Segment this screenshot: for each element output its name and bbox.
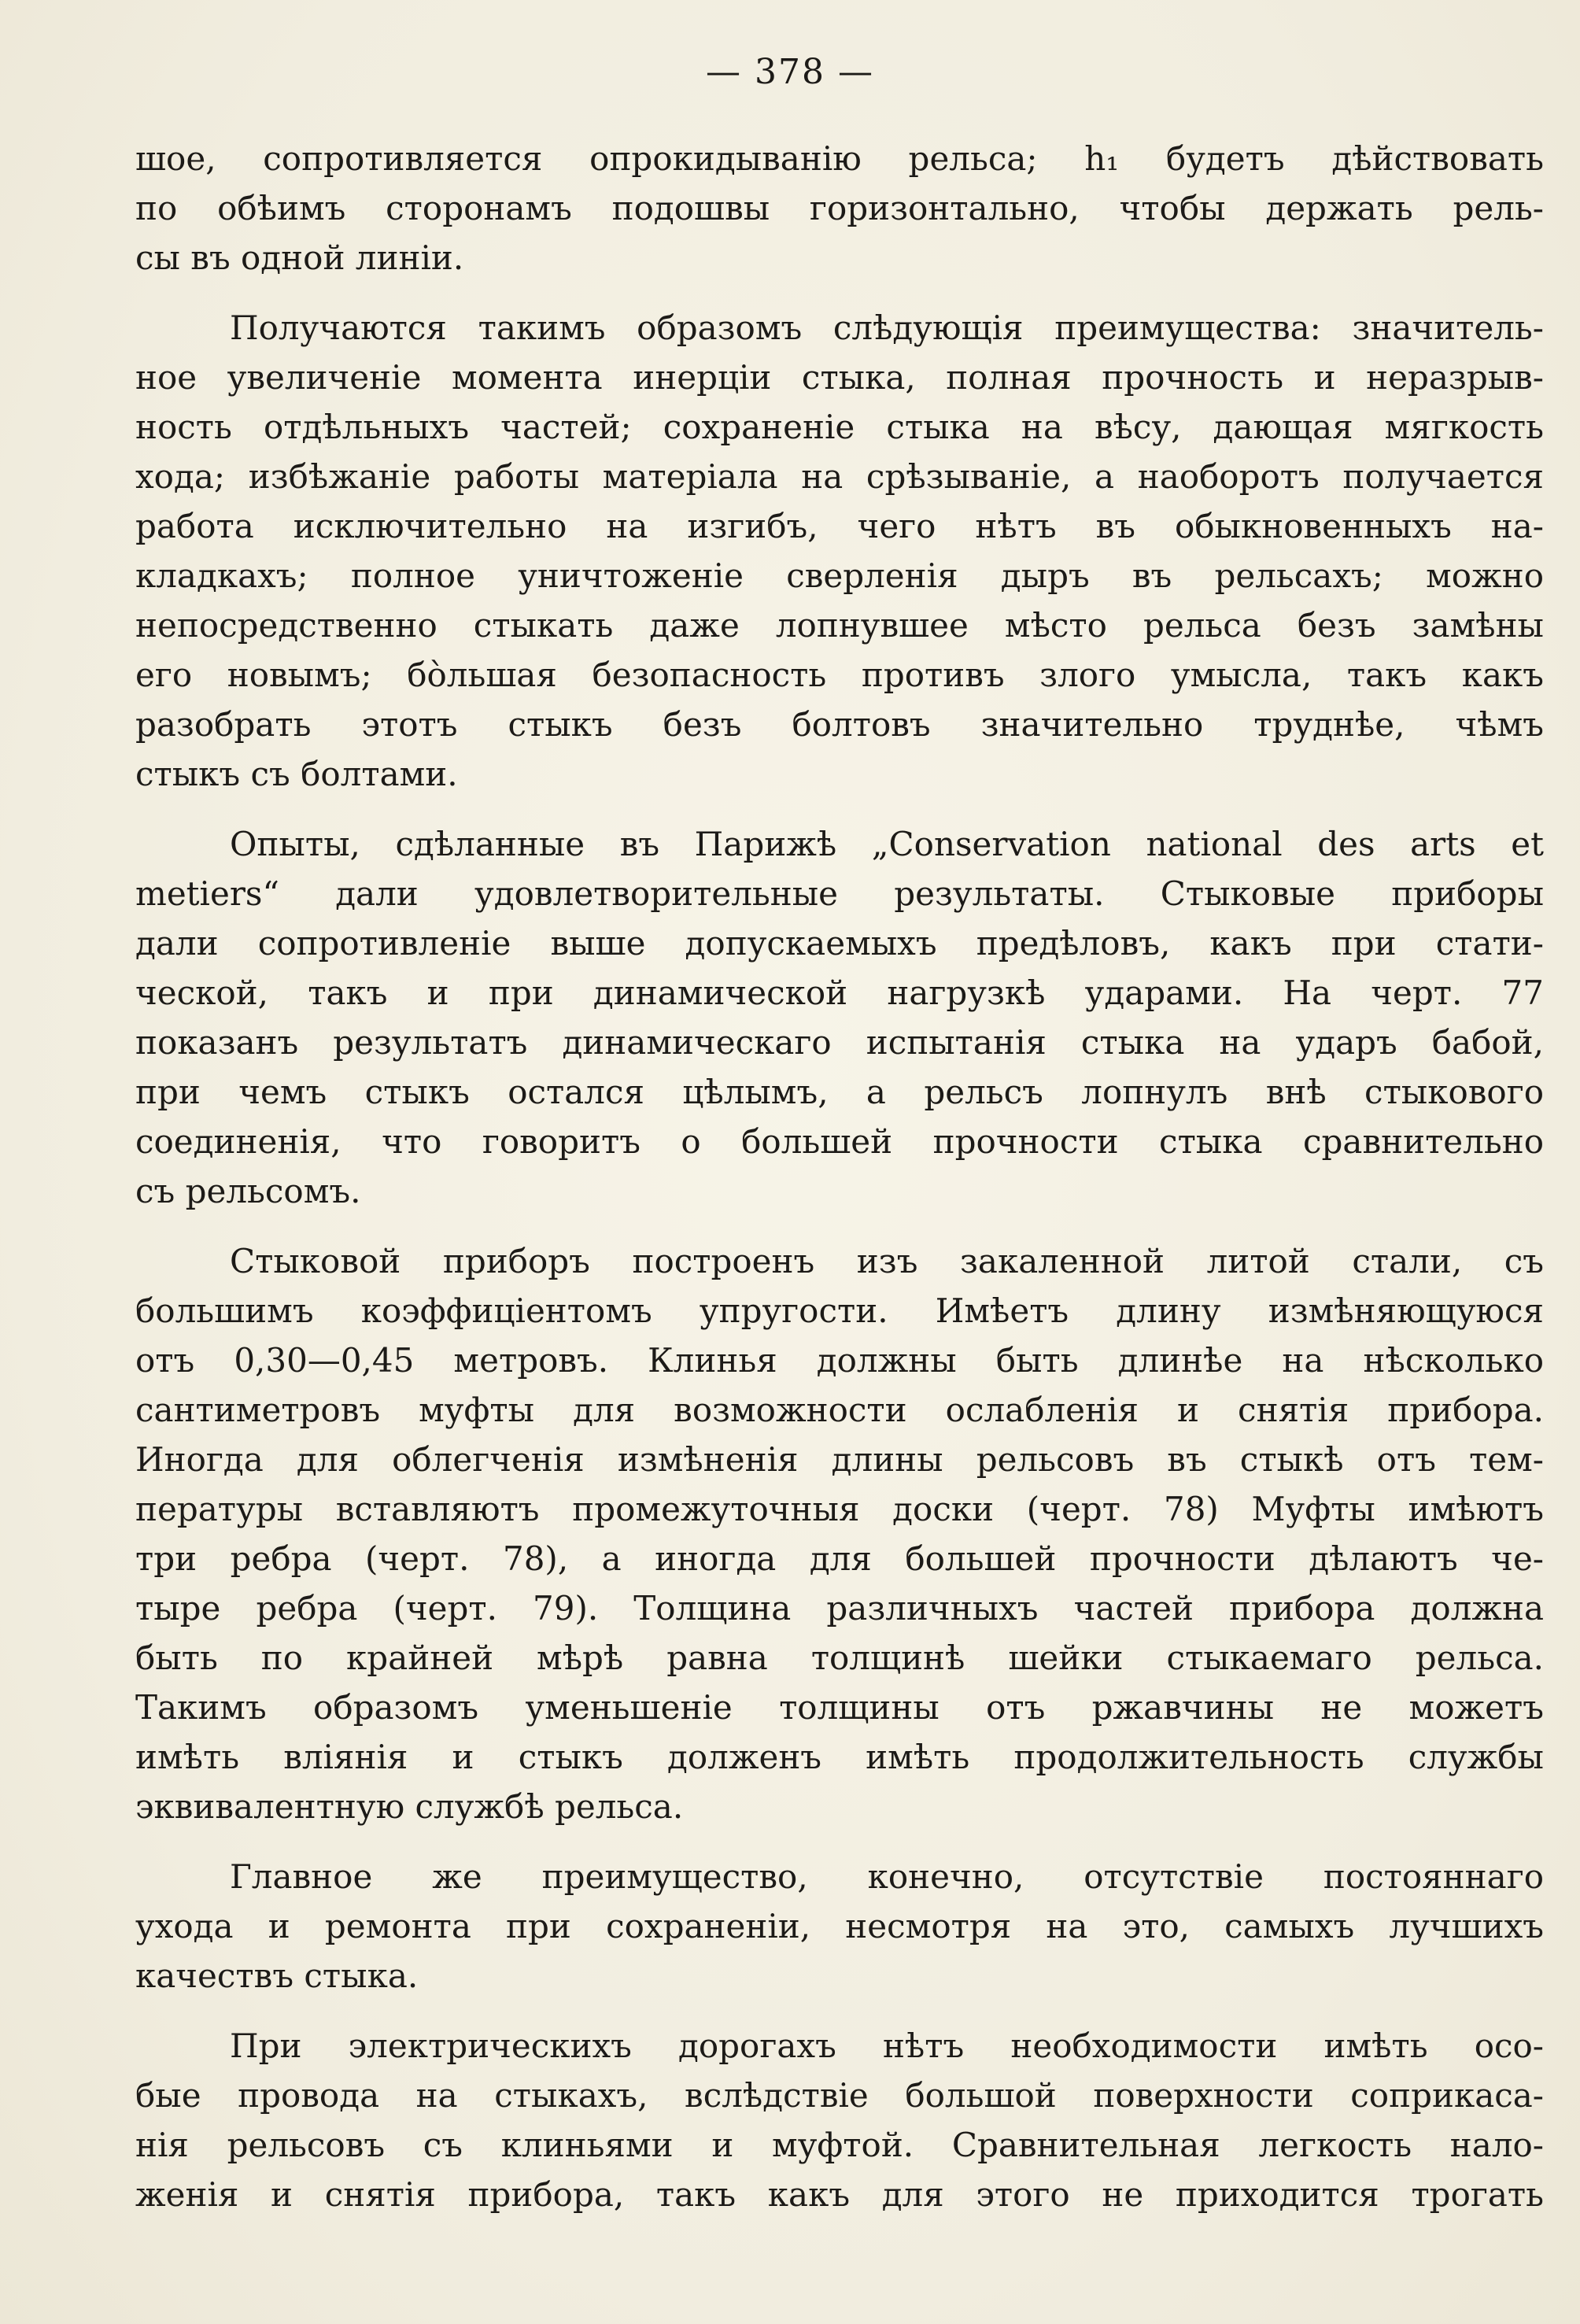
paragraph — [135, 1236, 1544, 1831]
text-line: по обѣимъ сторонамъ подошвы горизонтально, чтобы держать рель- — [135, 189, 1544, 227]
text-line: нія рельсовъ съ клиньями и муфтой. Сравнительная легкость нало- — [135, 2126, 1544, 2164]
text-line: хода; избѣжаніе работы матеріала на срѣзываніе, а наоборотъ получается — [135, 457, 1544, 496]
text-line: работа исключительно на изгибъ, чего нѣтъ въ обыкновенныхъ на- — [135, 507, 1544, 545]
text-line: Главное же преимущество, конечно, отсутствіе постояннаго — [230, 1857, 1544, 1896]
text-line: бые провода на стыкахъ, вслѣдствіе большой поверхности соприкаса- — [135, 2076, 1544, 2115]
text-line: ное увеличеніе момента инерціи стыка, полная прочность и неразрыв- — [135, 358, 1544, 397]
text-line: имѣть вліянія и стыкъ долженъ имѣть продолжительность службы — [135, 1738, 1544, 1776]
text-line: сы въ одной линіи. — [135, 238, 464, 277]
text-line: ухода и ремонта при сохраненіи, несмотря на это, самыхъ лучшихъ — [135, 1907, 1544, 1945]
text-line: ческой, такъ и при динамической нагрузкѣ ударами. На черт. 77 — [135, 974, 1544, 1012]
text-line: Такимъ образомъ уменьшеніе толщины отъ ржавчины не можетъ — [135, 1688, 1544, 1727]
text-line: три ребра (черт. 78), а иногда для большей прочности дѣлаютъ че- — [135, 1539, 1544, 1578]
text-line: Иногда для облегченія измѣненія длины рельсовъ въ стыкѣ отъ тем- — [135, 1440, 1544, 1479]
paragraph — [135, 2021, 1544, 2219]
paragraph — [135, 819, 1544, 1216]
text-line: показанъ результатъ динамическаго испытанія стыка на ударъ бабой, — [135, 1023, 1544, 1062]
text-line: пературы вставляютъ промежуточныя доски (черт. 78) Муфты имѣютъ — [135, 1490, 1544, 1528]
paragraph — [135, 303, 1544, 799]
text-line: Стыковой приборъ построенъ изъ закаленной литой стали, съ — [230, 1242, 1544, 1280]
text-line: непосредственно стыкать даже лопнувшее мѣсто рельса безъ замѣны — [135, 606, 1544, 645]
text-line: его новымъ; бо̀льшая безопасность противъ злого умысла, такъ какъ — [135, 656, 1544, 694]
paragraph — [135, 1852, 1544, 2001]
body-text — [135, 134, 1544, 2219]
text-line: metiers“ дали удовлетворительные результаты. Стыковые приборы — [135, 874, 1544, 913]
text-line: отъ 0,30—0,45 метровъ. Клинья должны быть длинѣе на нѣсколько — [135, 1341, 1544, 1380]
text-line: при чемъ стыкъ остался цѣлымъ, а рельсъ лопнулъ внѣ стыкового — [135, 1073, 1544, 1111]
text-line: эквивалентную службѣ рельса. — [135, 1787, 684, 1826]
text-line: шое, сопротивляется опрокидыванію рельса; h₁ будетъ дѣйствовать — [135, 139, 1544, 178]
text-line: женія и снятія прибора, такъ какъ для этого не приходится трогать — [135, 2175, 1544, 2214]
text-line: ность отдѣльныхъ частей; сохраненіе стыка на вѣсу, дающая мягкость — [135, 408, 1544, 446]
text-line: Опыты, сдѣланные въ Парижѣ „Conservation national des arts et — [230, 825, 1544, 863]
text-line: дали сопротивленіе выше допускаемыхъ предѣловъ, какъ при стати- — [135, 924, 1544, 962]
text-line: При электрическихъ дорогахъ нѣтъ необходимости имѣть осо- — [230, 2027, 1544, 2065]
paragraph — [135, 134, 1544, 283]
page-number: — 378 — — [706, 52, 874, 92]
text-line: Получаются такимъ образомъ слѣдующія преимущества: значитель- — [230, 309, 1544, 347]
text-line: кладкахъ; полное уничтоженіе сверленія дыръ въ рельсахъ; можно — [135, 556, 1544, 595]
text-line: быть по крайней мѣрѣ равна толщинѣ шейки стыкаемаго рельса. — [135, 1639, 1544, 1677]
text-line: соединенія, что говоритъ о большей прочности стыка сравнительно — [135, 1122, 1544, 1161]
text-line: разобрать этотъ стыкъ безъ болтовъ значительно труднѣе, чѣмъ — [135, 705, 1544, 744]
text-line: качествъ стыка. — [135, 1956, 419, 1995]
text-line: стыкъ съ болтами. — [135, 755, 458, 793]
text-line: съ рельсомъ. — [135, 1172, 361, 1210]
text-line: сантиметровъ муфты для возможности ослабленія и снятія прибора. — [135, 1391, 1544, 1429]
text-line: тыре ребра (черт. 79). Толщина различныхъ частей прибора должна — [135, 1589, 1544, 1628]
text-line: большимъ коэффиціентомъ упругости. Имѣетъ длину измѣняющуюся — [135, 1291, 1544, 1330]
